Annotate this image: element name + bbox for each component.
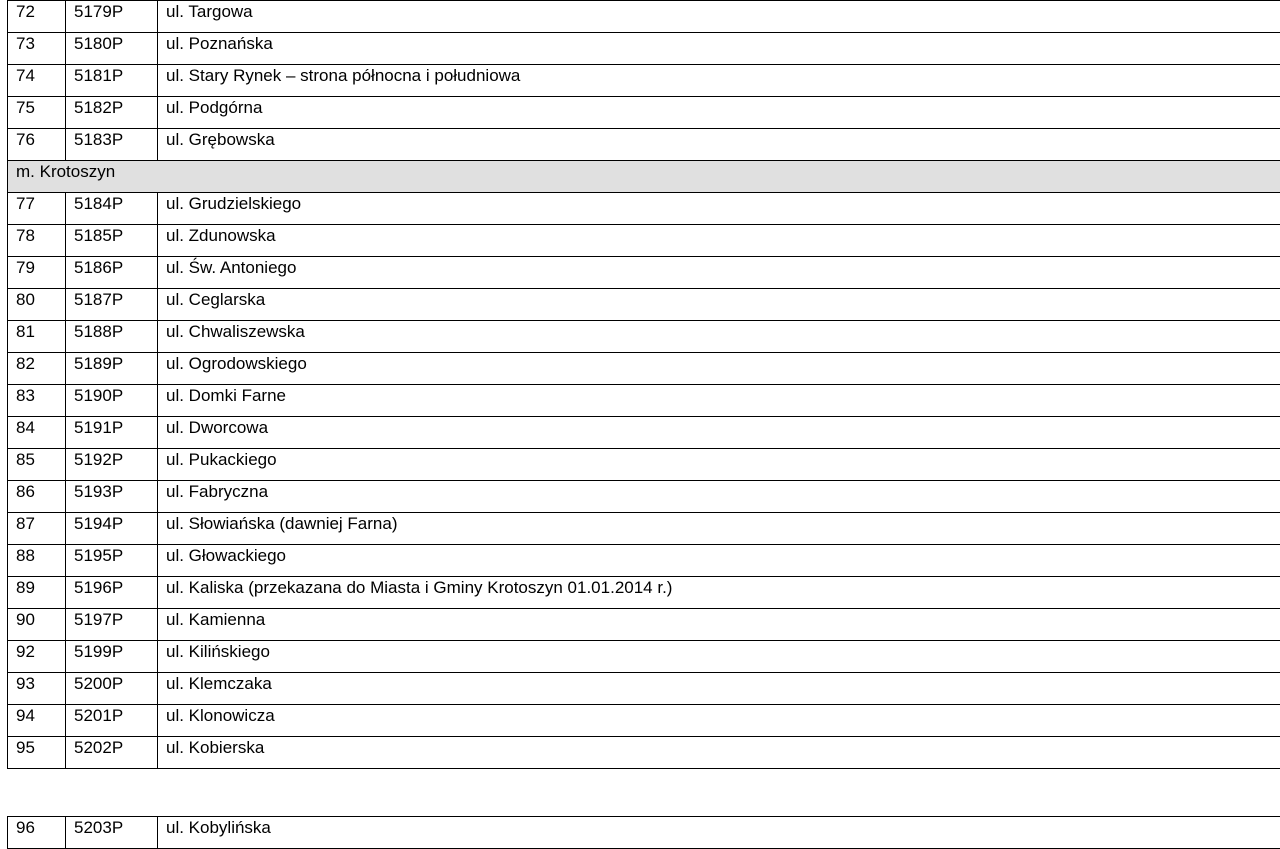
street-name-cell: ul. Stary Rynek – strona północna i południowa: [158, 65, 1280, 97]
table-row: [8, 449, 1280, 481]
street-name-cell: ul. Słowiańska (dawniej Farna): [158, 513, 1280, 545]
street-name-cell: ul. Ceglarska: [158, 289, 1280, 321]
road-number-cell: 5203P: [66, 817, 158, 849]
road-number-cell: 5195P: [66, 545, 158, 577]
table-row: [8, 481, 1280, 513]
row-number-cell: 90: [8, 609, 66, 641]
table-row: [8, 33, 1280, 65]
table-row: [8, 817, 1280, 849]
table-row: [8, 257, 1280, 289]
row-number-cell: 82: [8, 353, 66, 385]
street-name-cell: ul. Domki Farne: [158, 385, 1280, 417]
table-row: [8, 289, 1280, 321]
street-name-cell: ul. Dworcowa: [158, 417, 1280, 449]
roads-table: [7, 0, 1280, 769]
row-number-cell: 81: [8, 321, 66, 353]
road-number-cell: 5183P: [66, 129, 158, 161]
table-row: [8, 417, 1280, 449]
table-row: [8, 705, 1280, 737]
street-name-cell: ul. Zdunowska: [158, 225, 1280, 257]
row-number-cell: 96: [8, 817, 66, 849]
row-number-cell: 86: [8, 481, 66, 513]
roads-table-continuation: [7, 816, 1280, 849]
road-number-cell: 5182P: [66, 97, 158, 129]
table-row: [8, 353, 1280, 385]
table-row: [8, 129, 1280, 161]
roads-table-body: [8, 1, 1280, 769]
table-row: [8, 609, 1280, 641]
row-number-cell: 94: [8, 705, 66, 737]
row-number-cell: 79: [8, 257, 66, 289]
table-row: [8, 577, 1280, 609]
street-name-cell: ul. Kilińskiego: [158, 641, 1280, 673]
table-row: [8, 385, 1280, 417]
table-row: [8, 1, 1280, 33]
row-number-cell: 87: [8, 513, 66, 545]
street-name-cell: ul. Grębowska: [158, 129, 1280, 161]
row-number-cell: 78: [8, 225, 66, 257]
road-number-cell: 5192P: [66, 449, 158, 481]
road-number-cell: 5199P: [66, 641, 158, 673]
street-name-cell: ul. Fabryczna: [158, 481, 1280, 513]
street-name-cell: ul. Chwaliszewska: [158, 321, 1280, 353]
street-name-cell: ul. Klemczaka: [158, 673, 1280, 705]
street-name-cell: ul. Targowa: [158, 1, 1280, 33]
road-number-cell: 5193P: [66, 481, 158, 513]
road-number-cell: 5194P: [66, 513, 158, 545]
row-number-cell: 95: [8, 737, 66, 769]
road-number-cell: 5188P: [66, 321, 158, 353]
row-number-cell: 74: [8, 65, 66, 97]
road-number-cell: 5197P: [66, 609, 158, 641]
road-number-cell: 5201P: [66, 705, 158, 737]
street-name-cell: ul. Głowackiego: [158, 545, 1280, 577]
table-row: [8, 65, 1280, 97]
street-name-cell: ul. Ogrodowskiego: [158, 353, 1280, 385]
table-row: [8, 97, 1280, 129]
street-name-cell: ul. Pukackiego: [158, 449, 1280, 481]
table-row: [8, 641, 1280, 673]
road-number-cell: 5196P: [66, 577, 158, 609]
road-number-cell: 5184P: [66, 193, 158, 225]
section-row: [8, 161, 1280, 193]
table-row: [8, 321, 1280, 353]
row-number-cell: 75: [8, 97, 66, 129]
row-number-cell: 83: [8, 385, 66, 417]
road-number-cell: 5185P: [66, 225, 158, 257]
road-number-cell: 5186P: [66, 257, 158, 289]
street-name-cell: ul. Klonowicza: [158, 705, 1280, 737]
road-number-cell: 5180P: [66, 33, 158, 65]
road-number-cell: 5202P: [66, 737, 158, 769]
road-number-cell: 5181P: [66, 65, 158, 97]
section-label: m. Krotoszyn: [8, 161, 1280, 193]
road-number-cell: 5189P: [66, 353, 158, 385]
row-number-cell: 77: [8, 193, 66, 225]
street-name-cell: ul. Św. Antoniego: [158, 257, 1280, 289]
row-number-cell: 89: [8, 577, 66, 609]
row-number-cell: 84: [8, 417, 66, 449]
table-row: [8, 225, 1280, 257]
road-number-cell: 5191P: [66, 417, 158, 449]
street-name-cell: ul. Kobylińska: [158, 817, 1280, 849]
row-number-cell: 80: [8, 289, 66, 321]
table-row: [8, 673, 1280, 705]
row-number-cell: 73: [8, 33, 66, 65]
street-name-cell: ul. Kaliska (przekazana do Miasta i Gminy Krotoszyn 01.01.2014 r.): [158, 577, 1280, 609]
row-number-cell: 72: [8, 1, 66, 33]
street-name-cell: ul. Poznańska: [158, 33, 1280, 65]
table-row: [8, 545, 1280, 577]
row-number-cell: 85: [8, 449, 66, 481]
table-row: [8, 513, 1280, 545]
row-number-cell: 88: [8, 545, 66, 577]
roads-table-continuation-body: [8, 817, 1280, 849]
table-row: [8, 193, 1280, 225]
road-number-cell: 5179P: [66, 1, 158, 33]
row-number-cell: 93: [8, 673, 66, 705]
table-row: [8, 737, 1280, 769]
street-name-cell: ul. Kobierska: [158, 737, 1280, 769]
road-number-cell: 5190P: [66, 385, 158, 417]
road-number-cell: 5200P: [66, 673, 158, 705]
street-name-cell: ul. Kamienna: [158, 609, 1280, 641]
street-name-cell: ul. Podgórna: [158, 97, 1280, 129]
row-number-cell: 92: [8, 641, 66, 673]
road-number-cell: 5187P: [66, 289, 158, 321]
street-name-cell: ul. Grudzielskiego: [158, 193, 1280, 225]
row-number-cell: 76: [8, 129, 66, 161]
